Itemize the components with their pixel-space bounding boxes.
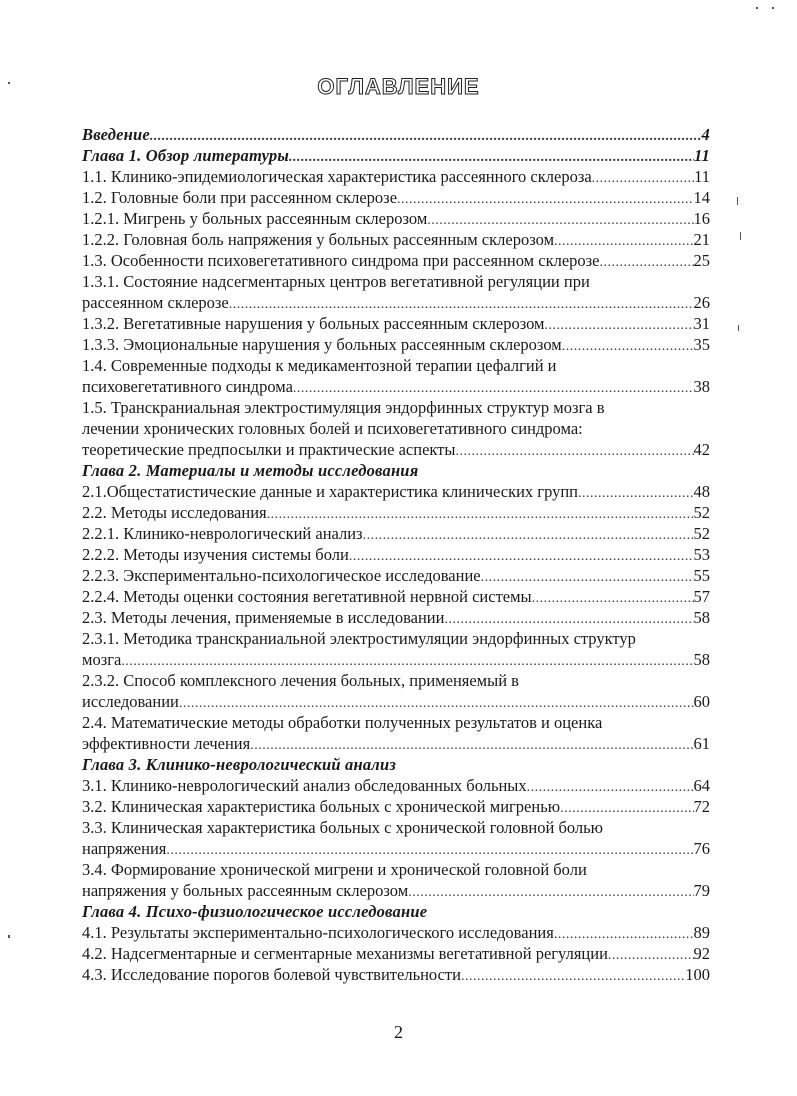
dot-leader	[600, 252, 694, 273]
toc-entry	[82, 565, 710, 586]
toc-page-number: 53	[693, 545, 710, 564]
scan-speck	[772, 7, 774, 9]
toc-entry-title: Глава 3. Клинико-неврологический анализ	[82, 755, 396, 774]
toc-page-number: 21	[693, 230, 710, 249]
toc-entry	[82, 481, 710, 502]
toc-entry-title: психовегетативного синдрома	[82, 377, 293, 396]
toc-entry-line: 1.5. Транскраниальная электростимуляция эндорфинных структур мозга в	[82, 398, 605, 417]
dot-leader	[179, 693, 694, 714]
toc-page-number: 35	[693, 335, 710, 354]
toc-page-number: 100	[685, 965, 710, 984]
dot-leader	[289, 147, 694, 168]
dot-leader	[560, 798, 693, 819]
toc-entry-title: 3.1. Клинико-неврологический анализ обследованных больных	[82, 776, 527, 795]
scan-speck	[737, 197, 738, 205]
toc-chapter	[82, 754, 710, 775]
toc-entry-title: 1.2. Головные боли при рассеянном склерозе	[82, 188, 398, 207]
toc-entry-line: 1.3.1. Состояние надсегментарных центров вегетативной регуляции при	[82, 272, 590, 291]
dot-leader	[608, 945, 694, 966]
toc-entry	[82, 943, 710, 964]
toc-entry-line: 3.4. Формирование хронической мигрени и хронической головной боли	[82, 860, 587, 879]
toc-entry-title: Глава 2. Материалы и методы исследования	[82, 461, 419, 480]
toc-page-number: 92	[693, 944, 710, 963]
dot-leader	[250, 735, 693, 756]
dot-leader	[229, 294, 694, 315]
toc-entry-title: 3.2. Клиническая характеристика больных с хронической мигренью	[82, 797, 561, 816]
dot-leader	[397, 189, 693, 210]
toc-entry	[82, 229, 710, 250]
toc-entry-title: исследовании	[82, 692, 179, 711]
dot-leader	[562, 336, 694, 357]
toc-entry	[82, 334, 710, 355]
toc-page-number: 4	[701, 125, 710, 144]
page-number: 2	[394, 1022, 403, 1042]
toc-entry-title: эффективности лечения	[82, 734, 251, 753]
toc-entry	[82, 733, 710, 754]
toc-entry-title: напряжения у больных рассеянным склерозом	[82, 881, 409, 900]
toc-entry-title: теоретические предпосылки и практические аспекты	[82, 440, 456, 459]
toc-entry	[82, 838, 710, 859]
dot-leader	[121, 651, 693, 672]
dot-leader	[527, 777, 694, 798]
toc-entry	[82, 796, 710, 817]
toc-entry-line: 2.3.2. Способ комплексного лечения больных, применяемый в	[82, 671, 519, 690]
toc-entry-title: 1.3.2. Вегетативные нарушения у больных рассеянным склерозом	[82, 314, 545, 333]
toc-page-number: 60	[693, 692, 710, 711]
dot-leader	[592, 168, 694, 189]
toc-entry-title: Глава 1. Обзор литературы	[82, 146, 290, 165]
toc-page-number: 48	[693, 482, 710, 501]
toc-entry	[82, 166, 710, 187]
toc-entry	[82, 502, 710, 523]
scan-speck	[740, 232, 741, 240]
toc-chapter	[82, 901, 710, 922]
toc-page-number: 11	[694, 167, 710, 186]
dot-leader	[578, 483, 693, 504]
toc-entry-line: 3.3. Клиническая характеристика больных с хронической головной болью	[82, 818, 603, 837]
toc-entry-title: 2.1.Общестатистические данные и характеристика клинических групп	[82, 482, 579, 501]
toc-entry	[82, 292, 710, 313]
toc-entry-line: лечении хронических головных болей и психовегетативного синдрома:	[82, 419, 583, 438]
toc-page-number: 89	[693, 923, 710, 942]
toc-entry	[82, 607, 710, 628]
dot-leader	[166, 840, 693, 861]
toc-entry-line: 1.4. Современные подходы к медикаментозной терапии цефалгий и	[82, 356, 557, 375]
toc-entry-title: напряжения	[82, 839, 167, 858]
dot-leader	[408, 882, 693, 903]
toc-entry-title: мозга	[82, 650, 122, 669]
toc-page-number: 11	[694, 146, 710, 165]
toc-entry	[82, 376, 710, 397]
toc-entry-title: 4.1. Результаты экспериментально-психологического исследования	[82, 923, 554, 942]
toc-page-number: 58	[693, 650, 710, 669]
toc-page-number: 57	[693, 587, 710, 606]
dot-leader	[150, 126, 702, 147]
dot-leader	[349, 546, 694, 567]
toc-chapter	[82, 145, 710, 166]
toc-page-number: 16	[693, 209, 710, 228]
toc-entry-line: 2.3.1. Методика транскраниальной электростимуляции эндорфинных структур	[82, 629, 636, 648]
scan-speck	[8, 935, 10, 938]
toc-page-number: 79	[693, 881, 710, 900]
toc-entry	[82, 208, 710, 229]
toc-page-number: 76	[693, 839, 710, 858]
toc-entry-title: 1.1. Клинико-эпидемиологическая характеристика рассеянного склероза	[82, 167, 592, 186]
toc-page-number: 25	[693, 251, 710, 270]
toc-entry-title: рассеянном склерозе	[82, 293, 229, 312]
toc-entry	[82, 586, 710, 607]
toc-page-number: 42	[693, 440, 710, 459]
dot-leader	[545, 315, 694, 336]
dot-leader	[532, 588, 694, 609]
toc-page-number: 14	[693, 188, 710, 207]
dot-leader	[267, 504, 694, 525]
toc-page-number: 72	[693, 797, 710, 816]
toc-chapter	[82, 124, 710, 145]
scan-speck	[8, 82, 10, 84]
toc-page-number: 52	[693, 503, 710, 522]
toc-entry-title: Введение	[82, 125, 150, 144]
toc-entry-title: 1.3. Особенности психовегетативного синдрома при рассеянном склерозе	[82, 251, 600, 270]
dot-leader	[554, 924, 694, 945]
dot-leader	[363, 525, 694, 546]
dot-leader	[444, 609, 693, 630]
toc-entry-title: Глава 4. Психо-физиологическое исследование	[82, 902, 428, 921]
toc-entry	[82, 691, 710, 712]
toc-entry-title: 4.3. Исследование порогов болевой чувствительности	[82, 965, 461, 984]
toc-entry	[82, 775, 710, 796]
toc-entry-title: 4.2. Надсегментарные и сегментарные механизмы вегетативной регуляции	[82, 944, 608, 963]
toc-entry	[82, 439, 710, 460]
toc-entry	[82, 250, 710, 271]
dot-leader	[293, 378, 694, 399]
toc-entry	[82, 544, 710, 565]
toc-entry-title: 2.3. Методы лечения, применяемые в исследовании	[82, 608, 445, 627]
toc-entry-title: 2.2. Методы исследования	[82, 503, 267, 522]
toc-entry	[82, 922, 710, 943]
toc-entry-title: 2.2.4. Методы оценки состояния вегетативной нервной системы	[82, 587, 532, 606]
toc-entry-title: 1.2.1. Мигрень у больных рассеянным склерозом	[82, 209, 428, 228]
toc-page-number: 61	[693, 734, 710, 753]
scan-speck	[756, 7, 758, 9]
toc-page-number: 26	[693, 293, 710, 312]
toc-entry-title: 2.2.1. Клинико-неврологический анализ	[82, 524, 363, 543]
toc-entry-title: 1.2.2. Головная боль напряжения у больных рассеянным склерозом	[82, 230, 555, 249]
toc-page-number: 58	[693, 608, 710, 627]
toc-page-number: 38	[693, 377, 710, 396]
table-of-contents	[82, 124, 710, 985]
toc-entry-title: 2.2.2. Методы изучения системы боли	[82, 545, 349, 564]
toc-entry	[82, 313, 710, 334]
toc-entry	[82, 880, 710, 901]
dot-leader	[461, 966, 685, 987]
toc-entry-line: 2.4. Математические методы обработки полученных результатов и оценка	[82, 713, 603, 732]
dot-leader	[554, 231, 693, 252]
dot-leader	[481, 567, 694, 588]
toc-page-number: 52	[693, 524, 710, 543]
toc-entry	[82, 964, 710, 985]
toc-chapter	[82, 460, 710, 481]
toc-entry	[82, 187, 710, 208]
dot-leader	[455, 441, 693, 462]
dot-leader	[427, 210, 693, 231]
toc-entry	[82, 649, 710, 670]
toc-entry-title: 2.2.3. Экспериментально-психологическое исследование	[82, 566, 481, 585]
toc-page-number: 55	[693, 566, 710, 585]
toc-page-number: 31	[693, 314, 710, 333]
toc-entry-title: 1.3.3. Эмоциональные нарушения у больных рассеянным склерозом	[82, 335, 562, 354]
scan-speck	[738, 325, 739, 331]
toc-title: ОГЛАВЛЕНИЕ	[317, 74, 480, 99]
toc-entry	[82, 523, 710, 544]
toc-page-number: 64	[693, 776, 710, 795]
